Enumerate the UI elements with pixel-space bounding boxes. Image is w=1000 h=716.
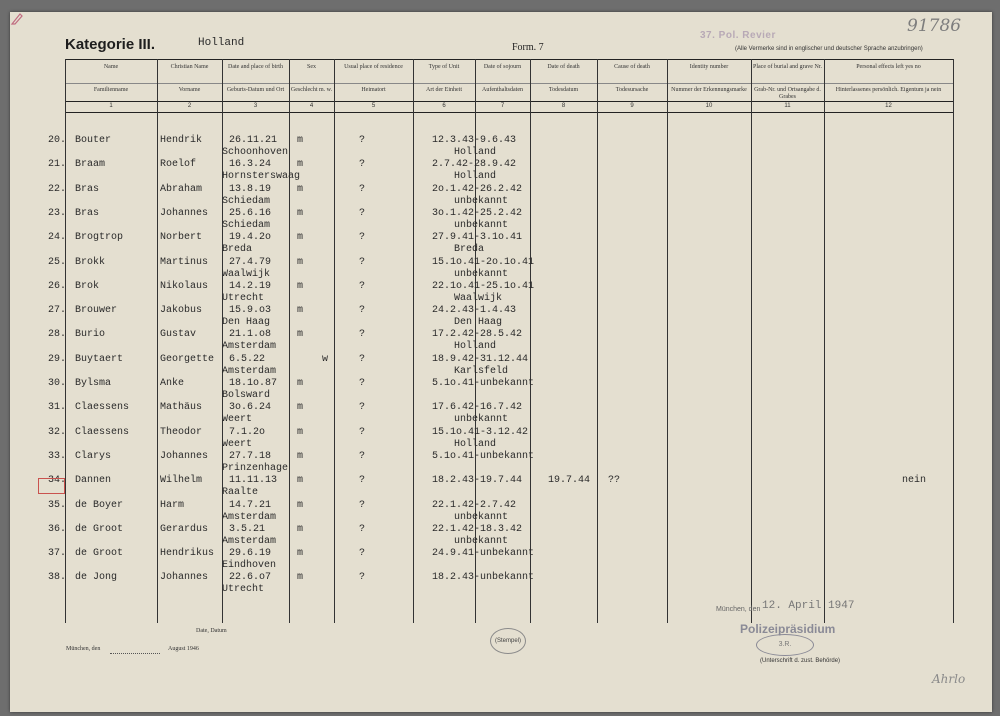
sex-cell: m bbox=[297, 548, 304, 560]
header-en: Sex bbox=[307, 64, 316, 70]
header-number: 2 bbox=[187, 103, 192, 109]
residence-cell: ? bbox=[359, 353, 366, 365]
header-de: Familienname bbox=[93, 87, 129, 93]
first-name-cell: Abraham bbox=[160, 183, 203, 195]
residence-cell: ? bbox=[359, 207, 366, 219]
header-de: Nummer der Erkennungsmarke bbox=[671, 87, 747, 93]
surname-cell: Brouwer bbox=[75, 305, 118, 317]
sojourn-note-cell: unbekannt bbox=[454, 535, 509, 547]
sex-cell: w bbox=[322, 353, 329, 365]
residence-cell: ? bbox=[359, 499, 366, 511]
sex-cell: m bbox=[297, 135, 304, 146]
surname-cell: Buytaert bbox=[75, 353, 124, 365]
sex-cell: m bbox=[297, 499, 304, 511]
surname-cell: Claessens bbox=[75, 402, 130, 414]
residence-cell: ? bbox=[359, 159, 366, 171]
form-label: Form. 7 bbox=[512, 42, 544, 53]
sojourn-note-cell: unbekannt bbox=[454, 219, 509, 231]
sojourn-dates-cell: 22.1.42-2.7.42 bbox=[432, 499, 517, 511]
first-name-cell: Johannes bbox=[160, 572, 209, 584]
birth-place-cell: Amsterdam bbox=[222, 341, 277, 353]
header-de: Art der Einheit bbox=[426, 87, 462, 93]
country-label: Holland bbox=[198, 37, 245, 49]
birth-place-cell: Weert bbox=[222, 414, 253, 426]
row-number-cell: 34. bbox=[48, 475, 67, 487]
header-number: 7 bbox=[500, 103, 505, 109]
row-number-cell: 25. bbox=[48, 256, 67, 268]
first-name-cell: Gerardus bbox=[160, 523, 209, 535]
sex-cell: m bbox=[297, 450, 304, 462]
residence-cell: ? bbox=[359, 426, 366, 438]
birth-place-cell: Schiedam bbox=[222, 195, 271, 207]
sex-cell: m bbox=[297, 232, 304, 244]
red-box-mark bbox=[38, 478, 65, 494]
header-de: Todesdatum bbox=[548, 87, 579, 93]
first-name-cell: Jakobus bbox=[160, 305, 203, 317]
header-number: 1 bbox=[109, 103, 113, 109]
birth-place-cell: Schoonhoven bbox=[222, 147, 289, 158]
handwritten-number: 91786 bbox=[907, 16, 962, 36]
first-name-cell: Hendrik bbox=[160, 135, 203, 146]
birth-place-cell: Raalte bbox=[222, 487, 259, 499]
table-row bbox=[10, 257, 992, 281]
table-row bbox=[10, 475, 992, 499]
header-en: Christian Name bbox=[170, 64, 209, 70]
header-number: 4 bbox=[309, 103, 314, 109]
surname-cell: Brokk bbox=[75, 256, 106, 268]
sojourn-note-cell: Holland bbox=[454, 171, 497, 183]
first-name-cell: Hendrikus bbox=[160, 548, 215, 560]
sojourn-dates-cell: 15.1o.41-3.12.42 bbox=[432, 426, 529, 438]
birth-place-cell: Hornsterswaag bbox=[222, 171, 301, 183]
row-number-cell: 32. bbox=[48, 426, 67, 438]
residence-cell: ? bbox=[359, 329, 366, 341]
residence-cell: ? bbox=[359, 572, 366, 584]
birth-date-cell: 21.1.o8 bbox=[229, 329, 272, 341]
death-cause-cell: ?? bbox=[608, 475, 621, 487]
sojourn-dates-cell: 22.1o.41-25.1o.41 bbox=[432, 280, 535, 292]
paperclip-icon bbox=[10, 12, 24, 26]
footer-place-label: München, den bbox=[66, 646, 101, 652]
birth-place-cell: Amsterdam bbox=[222, 511, 277, 523]
table-header-rule bbox=[65, 101, 953, 102]
birth-place-cell: Schiedam bbox=[222, 219, 271, 231]
row-number-cell: 23. bbox=[48, 207, 67, 219]
table-mid-rule bbox=[65, 83, 953, 84]
row-number-cell: 28. bbox=[48, 329, 67, 341]
signature-label: (Unterschrift d. zust. Behörde) bbox=[760, 658, 841, 664]
residence-cell: ? bbox=[359, 548, 366, 560]
residence-cell: ? bbox=[359, 402, 366, 414]
residence-cell: ? bbox=[359, 135, 366, 146]
first-name-cell: Norbert bbox=[160, 232, 203, 244]
header-de: Geburts-Datum und Ort bbox=[226, 87, 285, 93]
birth-place-cell: Utrecht bbox=[222, 292, 265, 304]
sex-cell: m bbox=[297, 280, 304, 292]
sojourn-dates-cell: 17.2.42-28.5.42 bbox=[432, 329, 523, 341]
header-de: Geschlecht m. w. bbox=[290, 87, 333, 93]
table-row bbox=[10, 548, 992, 572]
surname-cell: Claessens bbox=[75, 426, 130, 438]
birth-date-cell: 22.6.o7 bbox=[229, 572, 272, 584]
first-name-cell: Wilhelm bbox=[160, 475, 203, 487]
first-name-cell: Johannes bbox=[160, 450, 209, 462]
first-name-cell: Martinus bbox=[160, 256, 209, 268]
birth-place-cell: Bolsward bbox=[222, 390, 271, 401]
table-row bbox=[10, 305, 992, 329]
header-de: Hinterlassenes persönlich. Eigentum ja nein bbox=[835, 87, 942, 93]
first-name-cell: Nikolaus bbox=[160, 280, 209, 292]
birth-place-cell: Waalwijk bbox=[222, 268, 271, 280]
table-row bbox=[10, 135, 992, 159]
sex-cell: m bbox=[297, 183, 304, 195]
row-number-cell: 24. bbox=[48, 232, 67, 244]
residence-cell: ? bbox=[359, 523, 366, 535]
first-name-cell: Mathäus bbox=[160, 402, 203, 414]
table-row bbox=[10, 159, 992, 183]
header-number: 10 bbox=[705, 103, 713, 109]
header-en: Cause of death bbox=[614, 64, 650, 70]
header-note: (Alle Vermerke sind in englischer und deutscher Sprache anzubringen) bbox=[735, 46, 923, 52]
sojourn-note-cell: Breda bbox=[454, 244, 485, 256]
birth-place-cell: Prinzenhage bbox=[222, 462, 289, 474]
first-name-cell: Johannes bbox=[160, 207, 209, 219]
surname-cell: Clarys bbox=[75, 450, 112, 462]
surname-cell: de Boyer bbox=[75, 499, 124, 511]
sojourn-note-cell: unbekannt bbox=[454, 511, 509, 523]
birth-date-cell: 19.4.2o bbox=[229, 232, 272, 244]
sex-cell: m bbox=[297, 426, 304, 438]
sojourn-dates-cell: 22.1.42-18.3.42 bbox=[432, 523, 523, 535]
stamp-date: 12. April 1947 bbox=[762, 600, 855, 612]
residence-cell: ? bbox=[359, 183, 366, 195]
row-number-cell: 33. bbox=[48, 450, 67, 462]
sojourn-dates-cell: 24.2.43-1.4.43 bbox=[432, 305, 517, 317]
birth-place-cell: Breda bbox=[222, 244, 253, 256]
sex-cell: m bbox=[297, 207, 304, 219]
header-number: 11 bbox=[784, 103, 791, 109]
header-number: 3 bbox=[253, 103, 258, 109]
surname-cell: de Groot bbox=[75, 523, 124, 535]
sojourn-dates-cell: 12.3.43-9.6.43 bbox=[432, 135, 517, 146]
sojourn-note-cell: unbekannt bbox=[454, 414, 509, 426]
header-number: 5 bbox=[371, 103, 376, 109]
header-de: Aufenthaltsdaten bbox=[482, 87, 523, 93]
authority-stamp bbox=[716, 600, 886, 680]
birth-date-cell: 14.2.19 bbox=[229, 280, 272, 292]
sojourn-note-cell: unbekannt bbox=[454, 195, 509, 207]
stamp-authority: Polizeipräsidium bbox=[740, 622, 836, 636]
header-en: Identity number bbox=[689, 64, 729, 70]
residence-cell: ? bbox=[359, 378, 366, 389]
effects-cell: nein bbox=[902, 475, 927, 487]
first-name-cell: Anke bbox=[160, 378, 185, 389]
row-number-cell: 30. bbox=[48, 378, 67, 389]
first-name-cell: Theodor bbox=[160, 426, 203, 438]
sojourn-note-cell: Karlsfeld bbox=[454, 365, 509, 377]
table-row bbox=[10, 281, 992, 305]
header-de: Grab-Nr. und Ortsangabe d. Grabes bbox=[754, 87, 821, 100]
document-page bbox=[10, 12, 992, 712]
surname-cell: Bras bbox=[75, 183, 100, 195]
birth-place-cell: Weert bbox=[222, 438, 253, 450]
sojourn-dates-cell: 5.1o.41-unbekannt bbox=[432, 450, 535, 462]
sojourn-dates-cell: 18.2.43-unbekannt bbox=[432, 572, 535, 584]
row-number-cell: 35. bbox=[48, 499, 67, 511]
table-row bbox=[10, 402, 992, 426]
sex-cell: m bbox=[297, 402, 304, 414]
table-row bbox=[10, 451, 992, 475]
birth-date-cell: 7.1.2o bbox=[229, 426, 266, 438]
sojourn-note-cell: Holland bbox=[454, 341, 497, 353]
birth-date-cell: 11.11.13 bbox=[229, 475, 278, 487]
sojourn-note-cell: Den Haag bbox=[454, 317, 503, 329]
sojourn-dates-cell: 2o.1.42-26.2.42 bbox=[432, 183, 523, 195]
surname-cell: de Groot bbox=[75, 548, 124, 560]
category-title: Kategorie III. bbox=[65, 36, 156, 53]
sojourn-dates-cell: 15.1o.41-2o.1o.41 bbox=[432, 256, 535, 268]
birth-date-cell: 27.7.18 bbox=[229, 450, 272, 462]
header-de: Heimatort bbox=[361, 87, 386, 93]
table-row bbox=[10, 354, 992, 378]
birth-place-cell: Eindhoven bbox=[222, 560, 277, 572]
birth-date-cell: 3.5.21 bbox=[229, 523, 266, 535]
sex-cell: m bbox=[297, 378, 304, 389]
birth-date-cell: 18.1o.87 bbox=[229, 378, 278, 389]
header-en: Usual place of residence bbox=[344, 64, 403, 70]
sojourn-dates-cell: 18.9.42-31.12.44 bbox=[432, 353, 529, 365]
surname-cell: Burio bbox=[75, 329, 106, 341]
header-en: Date of sojourn bbox=[483, 64, 522, 70]
sojourn-dates-cell: 18.2.43-19.7.44 bbox=[432, 475, 523, 487]
residence-cell: ? bbox=[359, 280, 366, 292]
surname-cell: Braam bbox=[75, 159, 106, 171]
footer-date-line bbox=[110, 653, 160, 654]
row-number-cell: 26. bbox=[48, 280, 67, 292]
sex-cell: m bbox=[297, 572, 304, 584]
birth-date-cell: 29.6.19 bbox=[229, 548, 272, 560]
sojourn-note-cell: Holland bbox=[454, 147, 497, 158]
sojourn-dates-cell: 2.7.42-28.9.42 bbox=[432, 159, 517, 171]
birth-place-cell: Amsterdam bbox=[222, 365, 277, 377]
table-row bbox=[10, 427, 992, 451]
sex-cell: m bbox=[297, 159, 304, 171]
row-number-cell: 37. bbox=[48, 548, 67, 560]
row-number-cell: 31. bbox=[48, 402, 67, 414]
residence-cell: ? bbox=[359, 232, 366, 244]
birth-date-cell: 3o.6.24 bbox=[229, 402, 272, 414]
police-stamp: 37. Pol. Revier bbox=[700, 30, 776, 41]
first-name-cell: Roelof bbox=[160, 159, 197, 171]
sojourn-dates-cell: 5.1o.41-unbekannt bbox=[432, 378, 535, 389]
header-en: Date of death bbox=[547, 64, 580, 70]
row-number-cell: 22. bbox=[48, 183, 67, 195]
table-number-rule bbox=[65, 112, 953, 113]
sojourn-dates-cell: 27.9.41-3.1o.41 bbox=[432, 232, 523, 244]
birth-date-cell: 27.4.79 bbox=[229, 256, 272, 268]
table-row bbox=[10, 572, 992, 596]
surname-cell: Dannen bbox=[75, 475, 112, 487]
row-number-cell: 29. bbox=[48, 353, 67, 365]
residence-cell: ? bbox=[359, 450, 366, 462]
first-name-cell: Georgette bbox=[160, 353, 215, 365]
death-date-cell: 19.7.44 bbox=[548, 475, 591, 487]
header-number: 12 bbox=[885, 103, 892, 109]
residence-cell: ? bbox=[359, 475, 366, 487]
header-en: Date and place of birth bbox=[228, 64, 283, 70]
sex-cell: m bbox=[297, 475, 304, 487]
birth-place-cell: Amsterdam bbox=[222, 535, 277, 547]
row-number-cell: 21. bbox=[48, 159, 67, 171]
sex-cell: m bbox=[297, 305, 304, 317]
row-number-cell: 27. bbox=[48, 305, 67, 317]
surname-cell: Brok bbox=[75, 280, 100, 292]
row-number-cell: 36. bbox=[48, 523, 67, 535]
header-number: 8 bbox=[561, 103, 566, 109]
sojourn-dates-cell: 17.6.42-16.7.42 bbox=[432, 402, 523, 414]
birth-date-cell: 15.9.o3 bbox=[229, 305, 272, 317]
header-number: 9 bbox=[630, 103, 634, 109]
surname-cell: Bras bbox=[75, 207, 100, 219]
header-de: Vorname bbox=[178, 87, 201, 93]
residence-cell: ? bbox=[359, 305, 366, 317]
table-row bbox=[10, 232, 992, 256]
sojourn-note-cell: Holland bbox=[454, 438, 497, 450]
birth-place-cell: Utrecht bbox=[222, 584, 265, 596]
footer-date-value: August 1946 bbox=[168, 646, 199, 652]
table-row bbox=[10, 184, 992, 208]
sojourn-note-cell: Waalwijk bbox=[454, 292, 503, 304]
birth-date-cell: 16.3.24 bbox=[229, 159, 272, 171]
table-row bbox=[10, 329, 992, 353]
sex-cell: m bbox=[297, 329, 304, 341]
table-row bbox=[10, 378, 992, 402]
first-name-cell: Gustav bbox=[160, 329, 197, 341]
stamp-place: München, den bbox=[716, 606, 761, 613]
sojourn-note-cell: unbekannt bbox=[454, 268, 509, 280]
header-de: Todesursache bbox=[615, 87, 649, 93]
birth-date-cell: 13.8.19 bbox=[229, 183, 272, 195]
table-row bbox=[10, 208, 992, 232]
row-number-cell: 38. bbox=[48, 572, 67, 584]
birth-date-cell: 25.6.16 bbox=[229, 207, 272, 219]
header-en: Place of burial and grave Nr. bbox=[753, 64, 822, 70]
table-row bbox=[10, 500, 992, 524]
residence-cell: ? bbox=[359, 256, 366, 268]
sex-cell: m bbox=[297, 256, 304, 268]
handwritten-signature: Ahrlo bbox=[932, 672, 966, 686]
footer-date-label: Date, Datum bbox=[196, 628, 227, 634]
surname-cell: de Jong bbox=[75, 572, 118, 584]
sojourn-dates-cell: 24.9.41-unbekannt bbox=[432, 548, 535, 560]
row-number-cell: 20. bbox=[48, 135, 67, 146]
header-en: Name bbox=[103, 64, 119, 70]
stamp-oval: 3.R. bbox=[756, 634, 814, 656]
birth-date-cell: 26.11.21 bbox=[229, 135, 278, 146]
table-row bbox=[10, 524, 992, 548]
seal-mark: (Stempel) bbox=[490, 628, 526, 654]
table-top-rule bbox=[65, 59, 953, 60]
birth-date-cell: 6.5.22 bbox=[229, 353, 266, 365]
first-name-cell: Harm bbox=[160, 499, 185, 511]
surname-cell: Bylsma bbox=[75, 378, 112, 389]
header-en: Personal effects left yes no bbox=[856, 64, 921, 70]
surname-cell: Brogtrop bbox=[75, 232, 124, 244]
header-number: 6 bbox=[442, 103, 446, 109]
header-en: Type of Unit bbox=[428, 64, 460, 70]
birth-date-cell: 14.7.21 bbox=[229, 499, 272, 511]
birth-place-cell: Den Haag bbox=[222, 317, 271, 329]
sex-cell: m bbox=[297, 523, 304, 535]
surname-cell: Bouter bbox=[75, 135, 112, 146]
sojourn-dates-cell: 3o.1.42-25.2.42 bbox=[432, 207, 523, 219]
